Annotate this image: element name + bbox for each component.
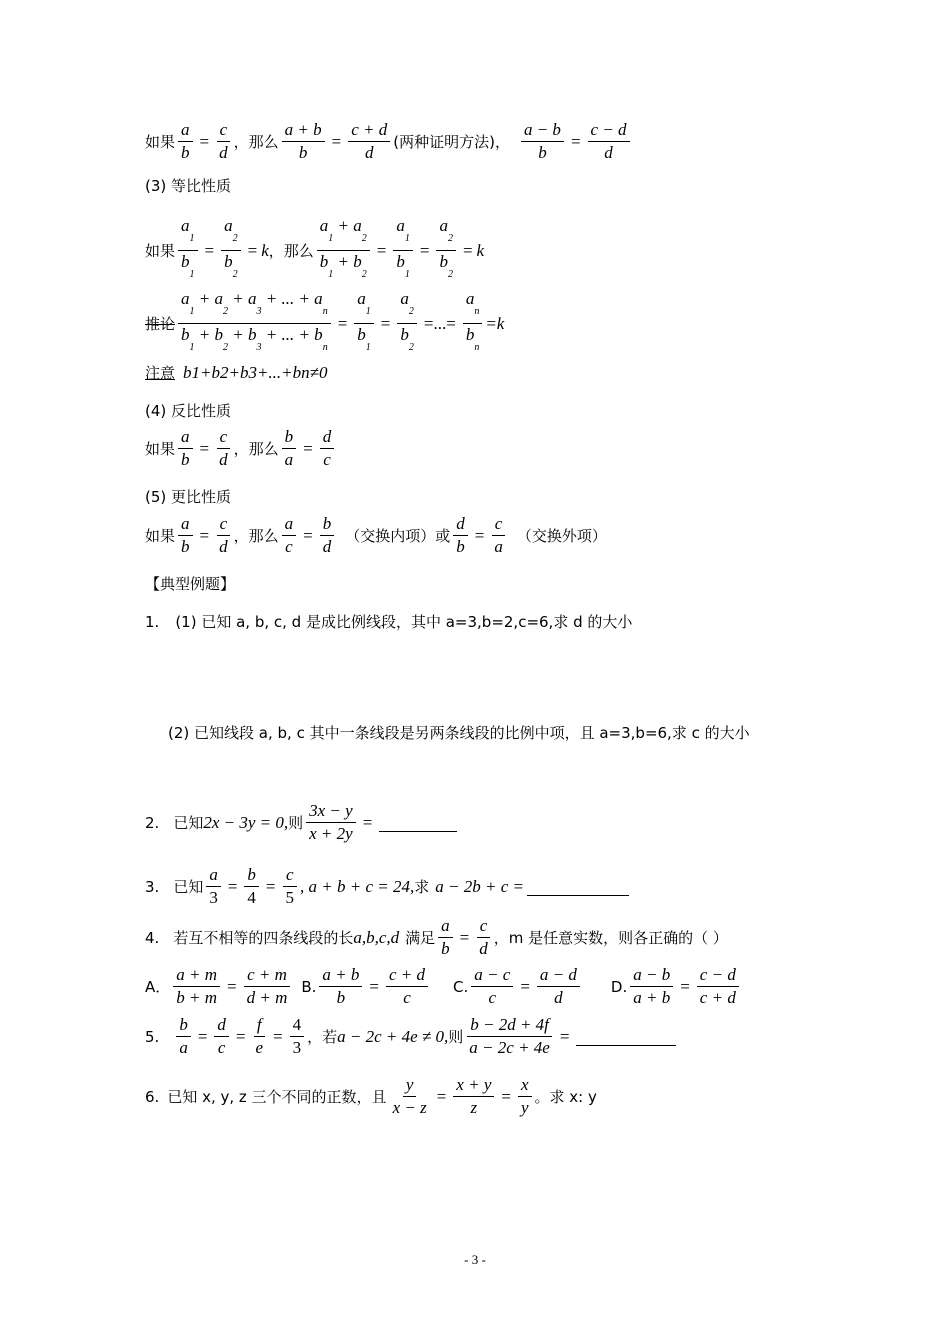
text-ruguo: 如果 [145, 133, 176, 151]
fraction: $\frac{c}{d}$ [476, 917, 491, 958]
question-3: 3. 已知 $\frac{a}{3}$ = $\frac{b}{4}$ = $\frac{c}{5}$ , a + b + c = 24, 求 a − 2b + c = [145, 866, 629, 907]
fraction: $\frac{a_2}{b_2}$ [436, 217, 456, 284]
question-6: 6. 已知 x, y, z 三个不同的正数，且 $\frac{y}{x - z}$ = $\frac{x + y}{z}$ = $\frac{x}{y}$ 。求 x: y [145, 1075, 597, 1117]
answer-blank[interactable] [576, 1027, 676, 1046]
fraction: $\frac{x + y}{z}$ [453, 1076, 494, 1117]
text-note: (两种证明方法)， [393, 133, 510, 151]
question-number: 6. [145, 1087, 160, 1106]
fraction: $\frac{a + b}{b}$ [282, 121, 325, 162]
fraction: $\frac{d}{b}$ [453, 515, 468, 556]
fraction: $\frac{b}{a}$ [282, 428, 297, 469]
fraction: $\frac{a}{c}$ [282, 515, 297, 556]
constant-k: k [476, 240, 485, 260]
fraction: $\frac{c - d}{d}$ [588, 121, 630, 162]
fraction: $\frac{a_2}{b_2}$ [221, 217, 241, 284]
text-inner-swap: （交换内项）或 [345, 527, 451, 545]
text-satisfy: 满足 [405, 929, 436, 947]
text-given: 已知 [173, 814, 204, 832]
fraction: $\frac{a_1}{b_1}$ [354, 290, 374, 357]
question-text-tail: ，m 是任意实数，则各正确的（ ） [493, 929, 728, 947]
fraction: $\frac{f}{e}$ [255, 1015, 264, 1057]
property-5-line: 如果 $\frac{a}{b}$ = $\frac{c}{d}$ ，那么 $\frac{a}{c}$ = $\frac{b}{d}$ （交换内项）或 $\frac{d}{b}$ = $\frac{c}{a}$ （交换外项） [145, 514, 607, 556]
question-number: 1. [145, 612, 160, 631]
property-4-line: 如果 $\frac{a}{b}$ = $\frac{c}{d}$ ，那么 $\frac{b}{a}$ = $\frac{d}{c}$ [145, 428, 337, 469]
question-1a [145, 611, 632, 632]
fraction: $\frac{c + m}{d + m}$ [244, 966, 291, 1007]
fraction: $\frac{a_1}{b_1}$ [393, 217, 413, 284]
text-ruguo: 如果 [145, 527, 176, 545]
fraction: $\frac{a + b}{b}$ [319, 966, 362, 1007]
fraction: $\frac{a - d}{d}$ [537, 966, 580, 1007]
option-c-label[interactable]: C. [453, 977, 469, 996]
question-number: 2. [145, 813, 160, 832]
option-a-label[interactable]: A． [145, 978, 171, 996]
property-3-line: 如果 $\frac{a_1}{b_1}$ = $\frac{a_2}{b_2}$ = k ，那么 $\frac{a_1 + a_2}{b_1 + b_2}$ = $\frac{a_1}{b_1}$ = $\frac{a_2}{b_2}$ = k [145, 217, 484, 284]
answer-blank[interactable] [379, 813, 457, 832]
question-text-tail: 。求 x: y [534, 1088, 597, 1106]
fraction: $\frac{a_n}{b_n}$ [463, 290, 483, 357]
fraction: $\frac{d}{c}$ [320, 428, 335, 469]
fraction: $\frac{a_1 + a_2 + a_3 + ... + a_n}{b_1 + b_2 + b_3 + ... + b_n}$ [178, 290, 331, 357]
question-text: 已知 x, y, z 三个不同的正数，且 [167, 1088, 387, 1106]
fraction: $\frac{c}{d}$ [216, 121, 231, 162]
fraction: $\frac{c}{a}$ [491, 515, 506, 556]
fraction: $\frac{a}{3}$ [206, 866, 221, 907]
variables: a,b,c,d [353, 927, 400, 947]
label-note: 注意 [145, 364, 176, 382]
fraction: $\frac{a + m}{b + m}$ [173, 966, 220, 1007]
text-then: 则 [448, 1028, 464, 1046]
fraction: $\frac{a}{b}$ [178, 428, 193, 469]
question-4: 4. 若互不相等的四条线段的长 a,b,c,d 满足 $\frac{a}{b}$ = $\frac{c}{d}$ ，m 是任意实数，则各正确的（ ） [145, 916, 728, 958]
note-expression: b1+b2+b3+...+bn≠0 [183, 362, 328, 382]
text-outer-swap: （交换外项） [516, 527, 607, 545]
option-d-label[interactable]: D. [610, 977, 628, 996]
fraction: $\frac{b}{d}$ [320, 515, 335, 556]
fraction: $\frac{c + d}{c}$ [386, 966, 428, 1007]
fraction: $\frac{a_1}{b_1}$ [178, 217, 198, 284]
fraction: $\frac{3x - y}{x + 2y}$ [306, 802, 356, 843]
text-name: ，那么 [233, 440, 279, 458]
fraction: $\frac{c}{d}$ [216, 515, 231, 556]
fraction: $\frac{4}{3}$ [290, 1016, 305, 1057]
fraction: $\frac{b}{4}$ [244, 866, 259, 907]
fraction: $\frac{a - b}{a + b}$ [630, 966, 673, 1007]
text-name: ，那么 [233, 527, 279, 545]
text-then: 则 [288, 814, 304, 832]
text-ruguo: 如果 [145, 440, 176, 458]
heading-5: (5) 更比性质 [145, 488, 232, 506]
target-expression: a − 2b + c = [435, 876, 524, 896]
section-heading: 【典型例题】 [145, 575, 236, 593]
fraction: $\frac{c}{d}$ [216, 428, 231, 469]
question-2: 2. 已知 2x − 3y = 0, 则 $\frac{3x - y}{x + 2y}$ = [145, 802, 457, 843]
label-corollary: 推论 [145, 315, 176, 333]
fraction: $\frac{a}{b}$ [178, 121, 193, 162]
option-b-label[interactable]: B. [301, 977, 317, 996]
question-number: 5. [145, 1027, 160, 1046]
text-if: ，若 [307, 1028, 338, 1046]
page-number: - 3 - [464, 1252, 486, 1267]
text-find: 求 [414, 878, 430, 896]
question-text: (2) 已知线段 a, b, c 其中一条线段是另两条线段的比例中项，且 a=3,b=6,求 c 的大小 [168, 724, 750, 742]
fraction: $\frac{x}{y}$ [518, 1076, 532, 1117]
condition: 2x − 3y = 0, [203, 812, 289, 832]
question-text: (1) 已知 a, b, c, d 是成比例线段，其中 a=3,b=2,c=6,求 d 的大小 [175, 613, 633, 631]
text-ruguo: 如果 [145, 242, 176, 260]
corollary-tail: =k [485, 313, 505, 333]
answer-blank[interactable] [527, 877, 629, 896]
question-4-options: A． $\frac{a + m}{b + m}$ = $\frac{c + m}{d + m}$ B. $\frac{a + b}{b}$ = $\frac{c + d}{c}$ C. $\frac{a - c}{c}$ = $\frac{a - d}{d}$ D. $\frac{a - b}{a + b}$ = $\frac{c - d}{c + d}$ [145, 966, 742, 1007]
question-1b [168, 722, 750, 743]
heading-3: (3) 等比性质 [145, 177, 232, 195]
fraction: $\frac{d}{c}$ [214, 1016, 229, 1057]
fraction: $\frac{y}{x - z}$ [392, 1075, 427, 1117]
constant-k: k [261, 240, 269, 260]
fraction: $\frac{b - 2d + 4f}{a - 2c + 4e}$ [466, 1016, 553, 1057]
text-name: ，那么 [233, 133, 279, 151]
question-number: 3. [145, 877, 160, 896]
condition: , a + b + c = 24, [300, 876, 415, 896]
fraction: $\frac{c}{5}$ [283, 866, 298, 907]
fraction: $\frac{b}{a}$ [176, 1016, 191, 1057]
question-5: 5. $\frac{b}{a}$ = $\frac{d}{c}$ = $\frac{f}{e}$ = $\frac{4}{3}$ ，若 a − 2c + 4e ≠ 0, 则 $\frac{b - 2d + 4f}{a - 2c + 4e}$ = [145, 1016, 676, 1057]
property-1-line: 如果 $\frac{a}{b}$ = $\frac{c}{d}$ ，那么 $\frac{a + b}{b}$ = $\frac{c + d}{d}$ (两种证明方法)， $\frac{a - b}{b}$ = $\frac{c - d}{d}$ [145, 121, 633, 162]
heading-4: (4) 反比性质 [145, 402, 232, 420]
fraction: $\frac{a - b}{b}$ [521, 121, 564, 162]
text-name: ，那么 [268, 242, 314, 260]
fraction: $\frac{a}{b}$ [438, 917, 453, 958]
text-given: 已知 [173, 878, 204, 896]
note-line [145, 362, 327, 383]
fraction: $\frac{a}{b}$ [178, 515, 193, 556]
fraction: $\frac{a_1 + a_2}{b_1 + b_2}$ [317, 217, 370, 284]
corollary-line: 推论 $\frac{a_1 + a_2 + a_3 + ... + a_n}{b_1 + b_2 + b_3 + ... + b_n}$ = $\frac{a_1}{b_1}$ = $\frac{a_2}{b_2}$ =...= $\frac{a_n}{b_n}$ =k [145, 290, 504, 357]
condition: a − 2c + 4e ≠ 0, [337, 1026, 449, 1046]
fraction: $\frac{a - c}{c}$ [471, 966, 513, 1007]
fraction: $\frac{c - d}{c + d}$ [697, 966, 739, 1007]
fraction: $\frac{a_2}{b_2}$ [397, 290, 417, 357]
question-number: 4. [145, 928, 160, 947]
question-text: 若互不相等的四条线段的长 [173, 929, 354, 947]
fraction: $\frac{c + d}{d}$ [348, 121, 390, 162]
